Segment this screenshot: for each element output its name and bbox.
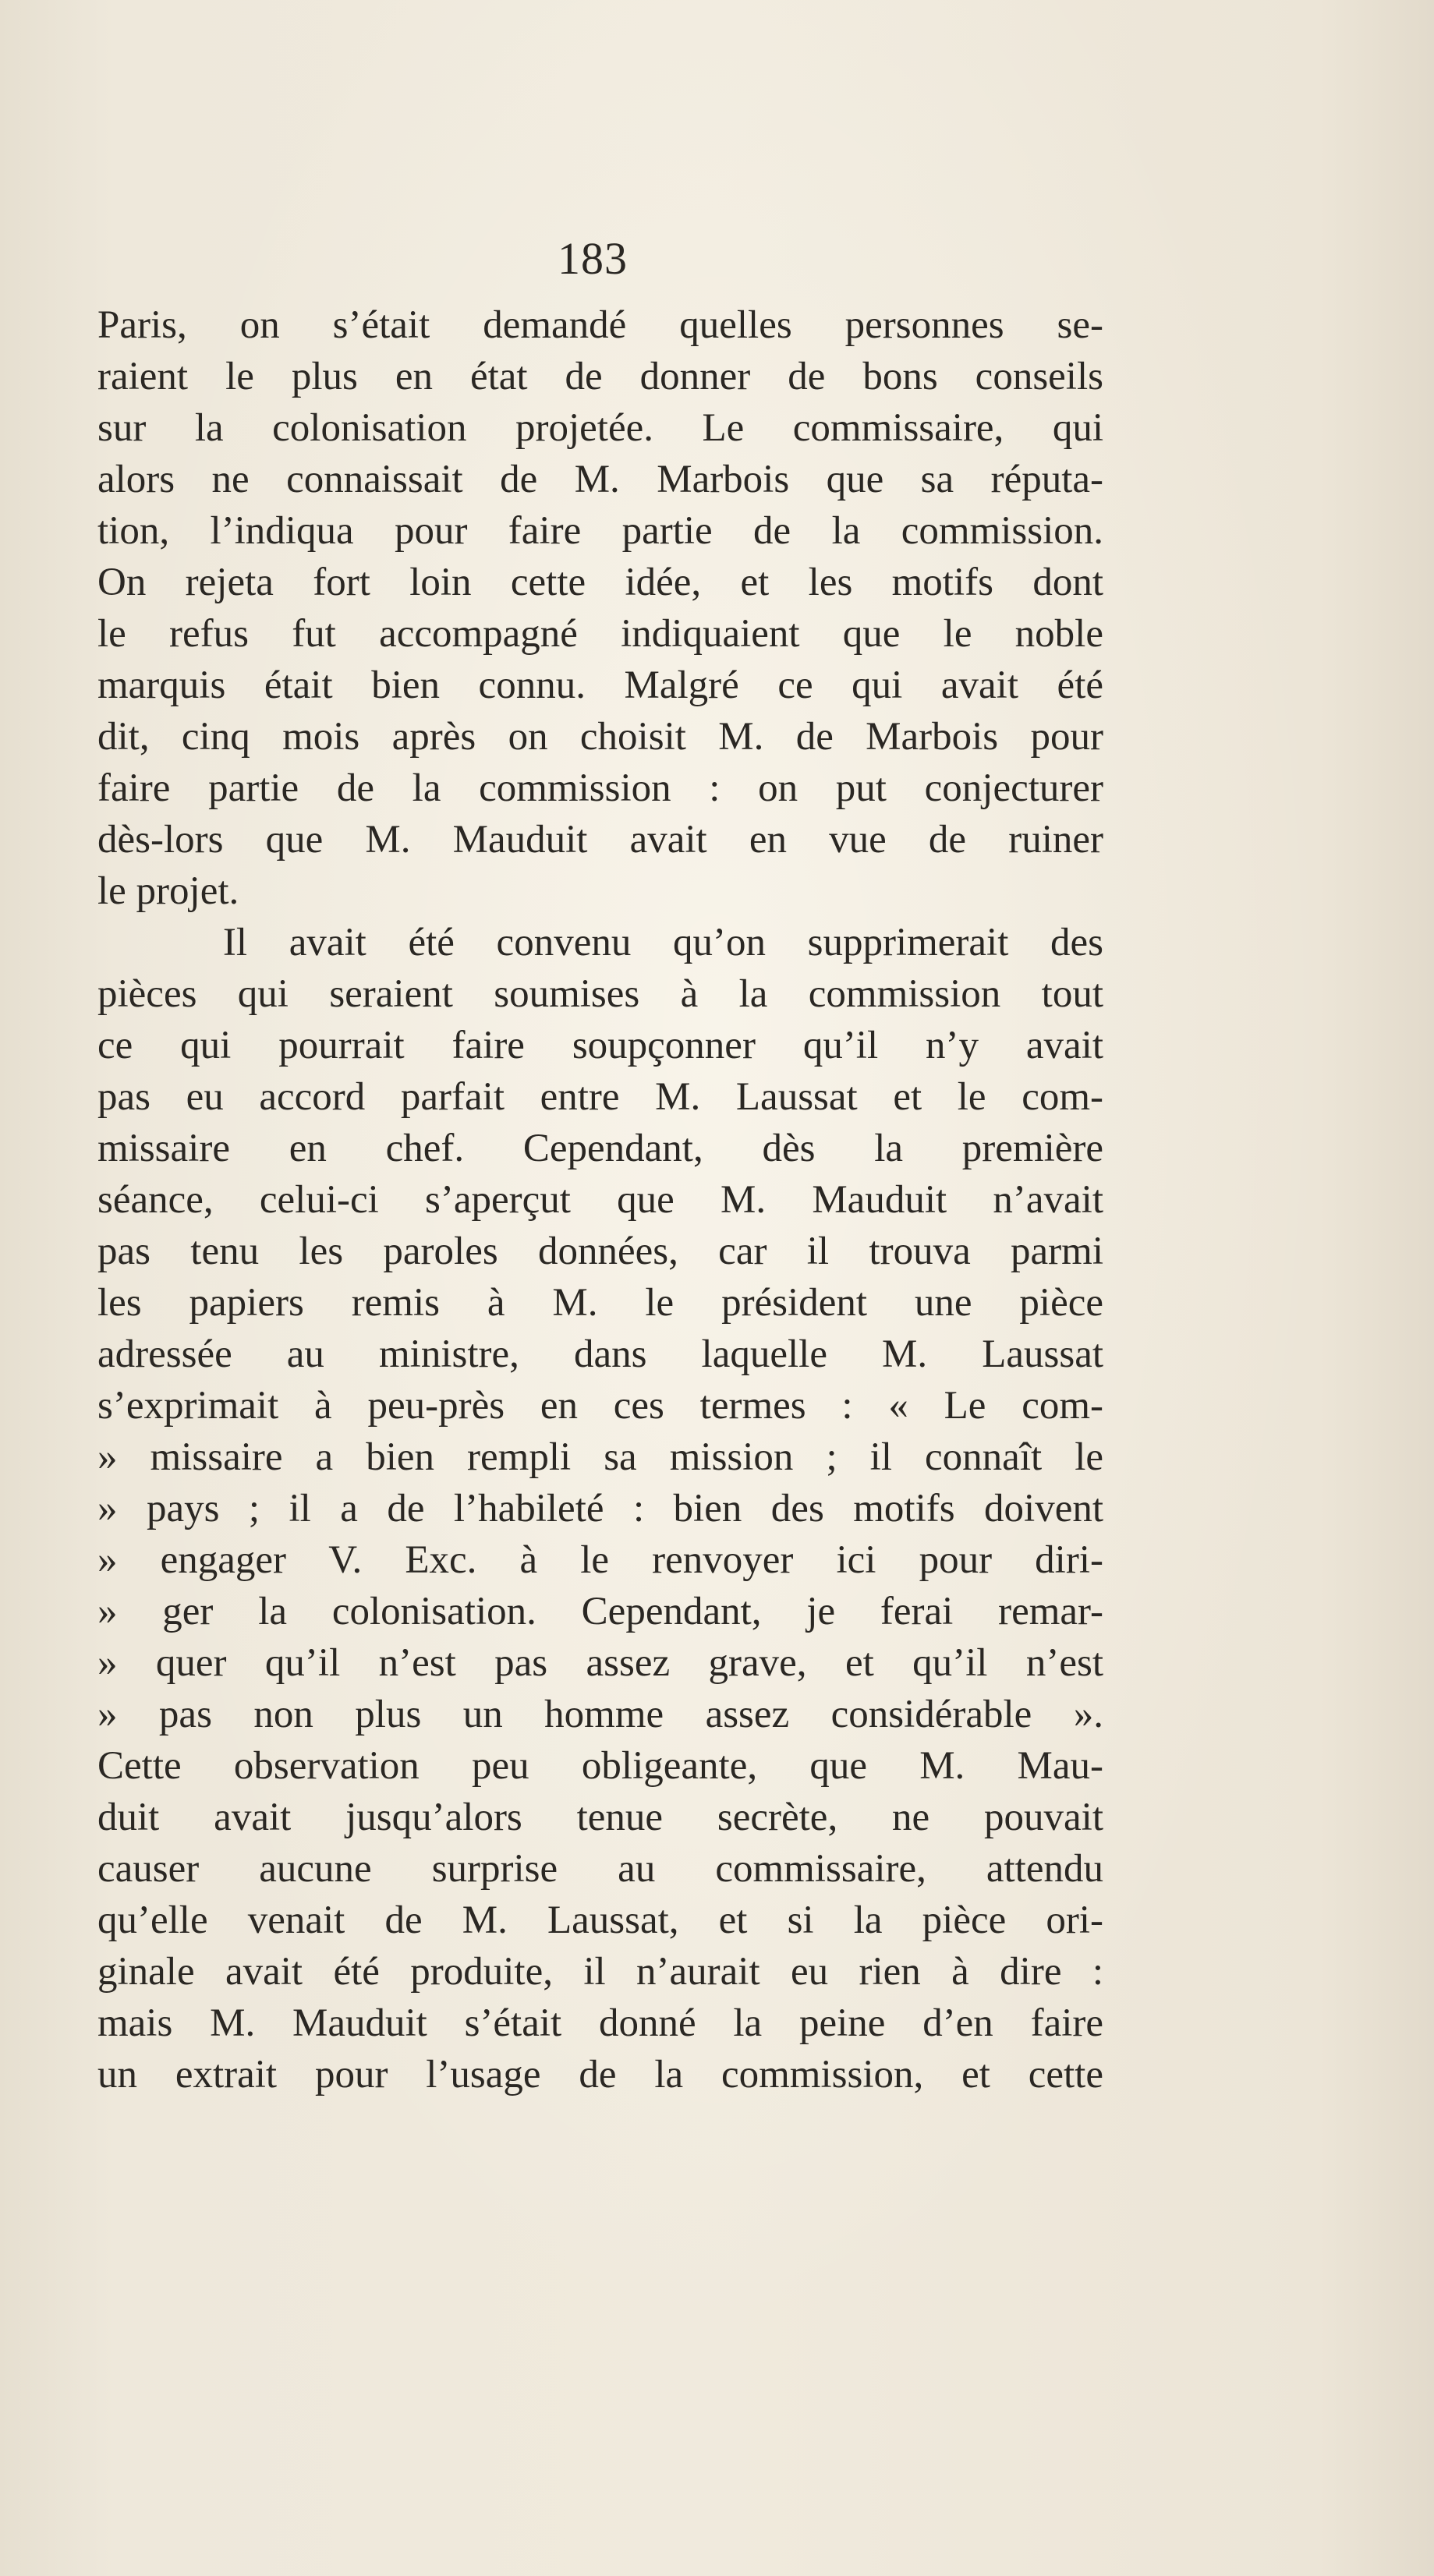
text-line: faire partie de la commission : on put conjecturer xyxy=(97,766,1103,810)
text-line: pièces qui seraient soumises à la commission tout xyxy=(97,972,1103,1016)
text-line: sur la colonisation projetée. Le commissaire, qui xyxy=(97,406,1103,450)
text-line: On rejeta fort loin cette idée, et les motifs dont xyxy=(97,561,1103,604)
text-line: dit, cinq mois après on choisit M. de Marbois pour xyxy=(97,715,1103,759)
paragraph-start-line: Il avait été convenu qu’on supprimerait des xyxy=(97,921,1103,964)
text-line: un extrait pour l’usage de la commission, et cette xyxy=(97,2053,1103,2097)
text-line: marquis était bien connu. Malgré ce qui avait été xyxy=(97,663,1103,707)
text-line: ginale avait été produite, il n’aurait eu rien à dire : xyxy=(97,1950,1103,1994)
text-line: séance, celui-ci s’aperçut que M. Mauduit n’avait xyxy=(97,1178,1103,1222)
text-line: mais M. Mauduit s’était donné la peine d’en faire xyxy=(97,2001,1103,2045)
text-line: s’exprimait à peu-près en ces termes : « Le com- xyxy=(97,1384,1103,1428)
text-line: alors ne connaissait de M. Marbois que sa réputa- xyxy=(97,458,1103,501)
text-line: ce qui pourrait faire soupçonner qu’il n’y avait xyxy=(97,1024,1103,1067)
body-text xyxy=(97,299,1103,2100)
text-line: le refus fut accompagné indiquaient que le noble xyxy=(97,612,1103,656)
text-line: tion, l’indiqua pour faire partie de la commission. xyxy=(97,509,1103,553)
quote-line: » quer qu’il n’est pas assez grave, et qu’il n’est xyxy=(97,1641,1103,1685)
text-line: duit avait jusqu’alors tenue secrète, ne pouvait xyxy=(97,1796,1103,1839)
text-line: adressée au ministre, dans laquelle M. Laussat xyxy=(97,1332,1103,1376)
text-line: Paris, on s’était demandé quelles personnes se- xyxy=(97,303,1103,347)
text-line: qu’elle venait de M. Laussat, et si la pièce ori- xyxy=(97,1898,1103,1942)
text-line: missaire en chef. Cependant, dès la première xyxy=(97,1127,1103,1170)
text-line: pas tenu les paroles données, car il trouva parmi xyxy=(97,1230,1103,1273)
text-line: Cette observation peu obligeante, que M. Mau- xyxy=(97,1744,1103,1788)
text-line: dès-lors que M. Mauduit avait en vue de ruiner xyxy=(97,818,1103,862)
quote-line: » missaire a bien rempli sa mission ; il connaît le xyxy=(97,1435,1103,1479)
quote-line: » pays ; il a de l’habileté : bien des motifs doivent xyxy=(97,1487,1103,1530)
page-number: 183 xyxy=(558,233,628,284)
paragraph-end-line: le projet. xyxy=(97,869,239,913)
text-line: les papiers remis à M. le président une pièce xyxy=(97,1281,1103,1325)
text-line: causer aucune surprise au commissaire, attendu xyxy=(97,1847,1103,1891)
quote-line: » engager V. Exc. à le renvoyer ici pour diri- xyxy=(97,1538,1103,1582)
text-line: raient le plus en état de donner de bons conseils xyxy=(97,355,1103,398)
quote-line: » pas non plus un homme assez considérable ». xyxy=(97,1693,1103,1736)
quote-line: » ger la colonisation. Cependant, je ferai remar- xyxy=(97,1590,1103,1633)
text-line: pas eu accord parfait entre M. Laussat et le com- xyxy=(97,1075,1103,1119)
